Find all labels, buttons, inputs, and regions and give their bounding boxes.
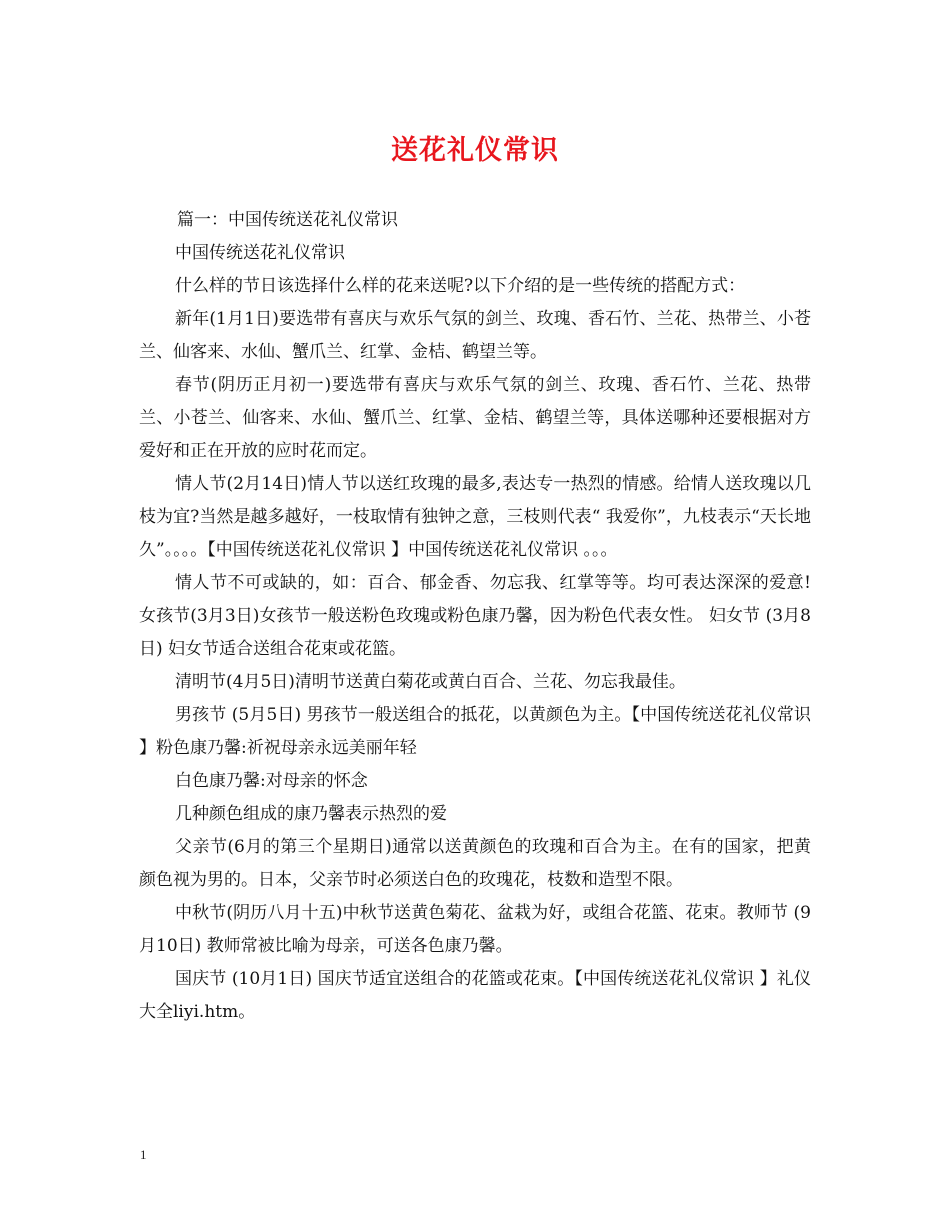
paragraph: 清明节(4月5日)清明节送黄白菊花或黄白百合、兰花、勿忘我最佳。 (175, 672, 686, 692)
paragraph: 国庆节 (10月1日) 国庆节适宜送组合的花篮或花束。【中国传统送花礼仪常识 】礼仪大全liyi.htm。 (139, 969, 811, 1022)
paragraph: 中国传统送花礼仪常识 (175, 243, 345, 263)
document-body (139, 204, 811, 1029)
paragraph: 篇一：中国传统送花礼仪常识 (177, 210, 398, 230)
page-number: 1 (140, 1147, 147, 1162)
paragraph: 情人节(2月14日)情人节以送红玫瑰的最多,表达专一热烈的情感。给情人送玫瑰以几枝为宜?当然是越多越好，一枝取情有独钟之意，三枝则代表“ 我爱你”，九枝表示“天长地久”。。。。【中国传统送花礼仪常识 】中国传统送花礼仪常识 。。。 (139, 474, 811, 560)
paragraph: 中秋节(阴历八月十五)中秋节送黄色菊花、盆栽为好，或组合花篮、花束。教师节 (9月10日) 教师常被比喻为母亲，可送各色康乃馨。 (139, 903, 811, 956)
paragraph: 春节(阴历正月初一)要选带有喜庆与欢乐气氛的剑兰、玫瑰、香石竹、兰花、热带兰、小苍兰、仙客来、水仙、蟹爪兰、红掌、金桔、鹤望兰等，具体送哪种还要根据对方爱好和正在开放的应时花而定。 (139, 375, 811, 461)
paragraph: 新年(1月1日)要选带有喜庆与欢乐气氛的剑兰、玫瑰、香石竹、兰花、热带兰、小苍兰、仙客来、水仙、蟹爪兰、红掌、金桔、鹤望兰等。 (139, 309, 811, 362)
paragraph: 几种颜色组成的康乃馨表示热烈的爱 (175, 804, 447, 824)
paragraph: 情人节不可或缺的，如：百合、郁金香、勿忘我、红掌等等。均可表达深深的爱意! 女孩节(3月3日)女孩节一般送粉色玫瑰或粉色康乃馨，因为粉色代表女性。 妇女节 (3月8日) 妇女节适合送组合花束或花篮。 (139, 573, 811, 659)
paragraph: 什么样的节日该选择什么样的花来送呢?以下介绍的是一些传统的搭配方式： (175, 276, 746, 296)
paragraph: 父亲节(6月的第三个星期日)通常以送黄颜色的玫瑰和百合为主。在有的国家，把黄颜色视为男的。日本，父亲节时必须送白色的玫瑰花，枝数和造型不限。 (139, 837, 811, 890)
paragraph: 男孩节 (5月5日) 男孩节一般送组合的抵花，以黄颜色为主。【中国传统送花礼仪常识 】粉色康乃馨:祈祝母亲永远美丽年轻 (139, 705, 811, 758)
paragraph: 白色康乃馨:对母亲的怀念 (175, 771, 368, 791)
document-title: 送花礼仪常识 (391, 135, 559, 166)
